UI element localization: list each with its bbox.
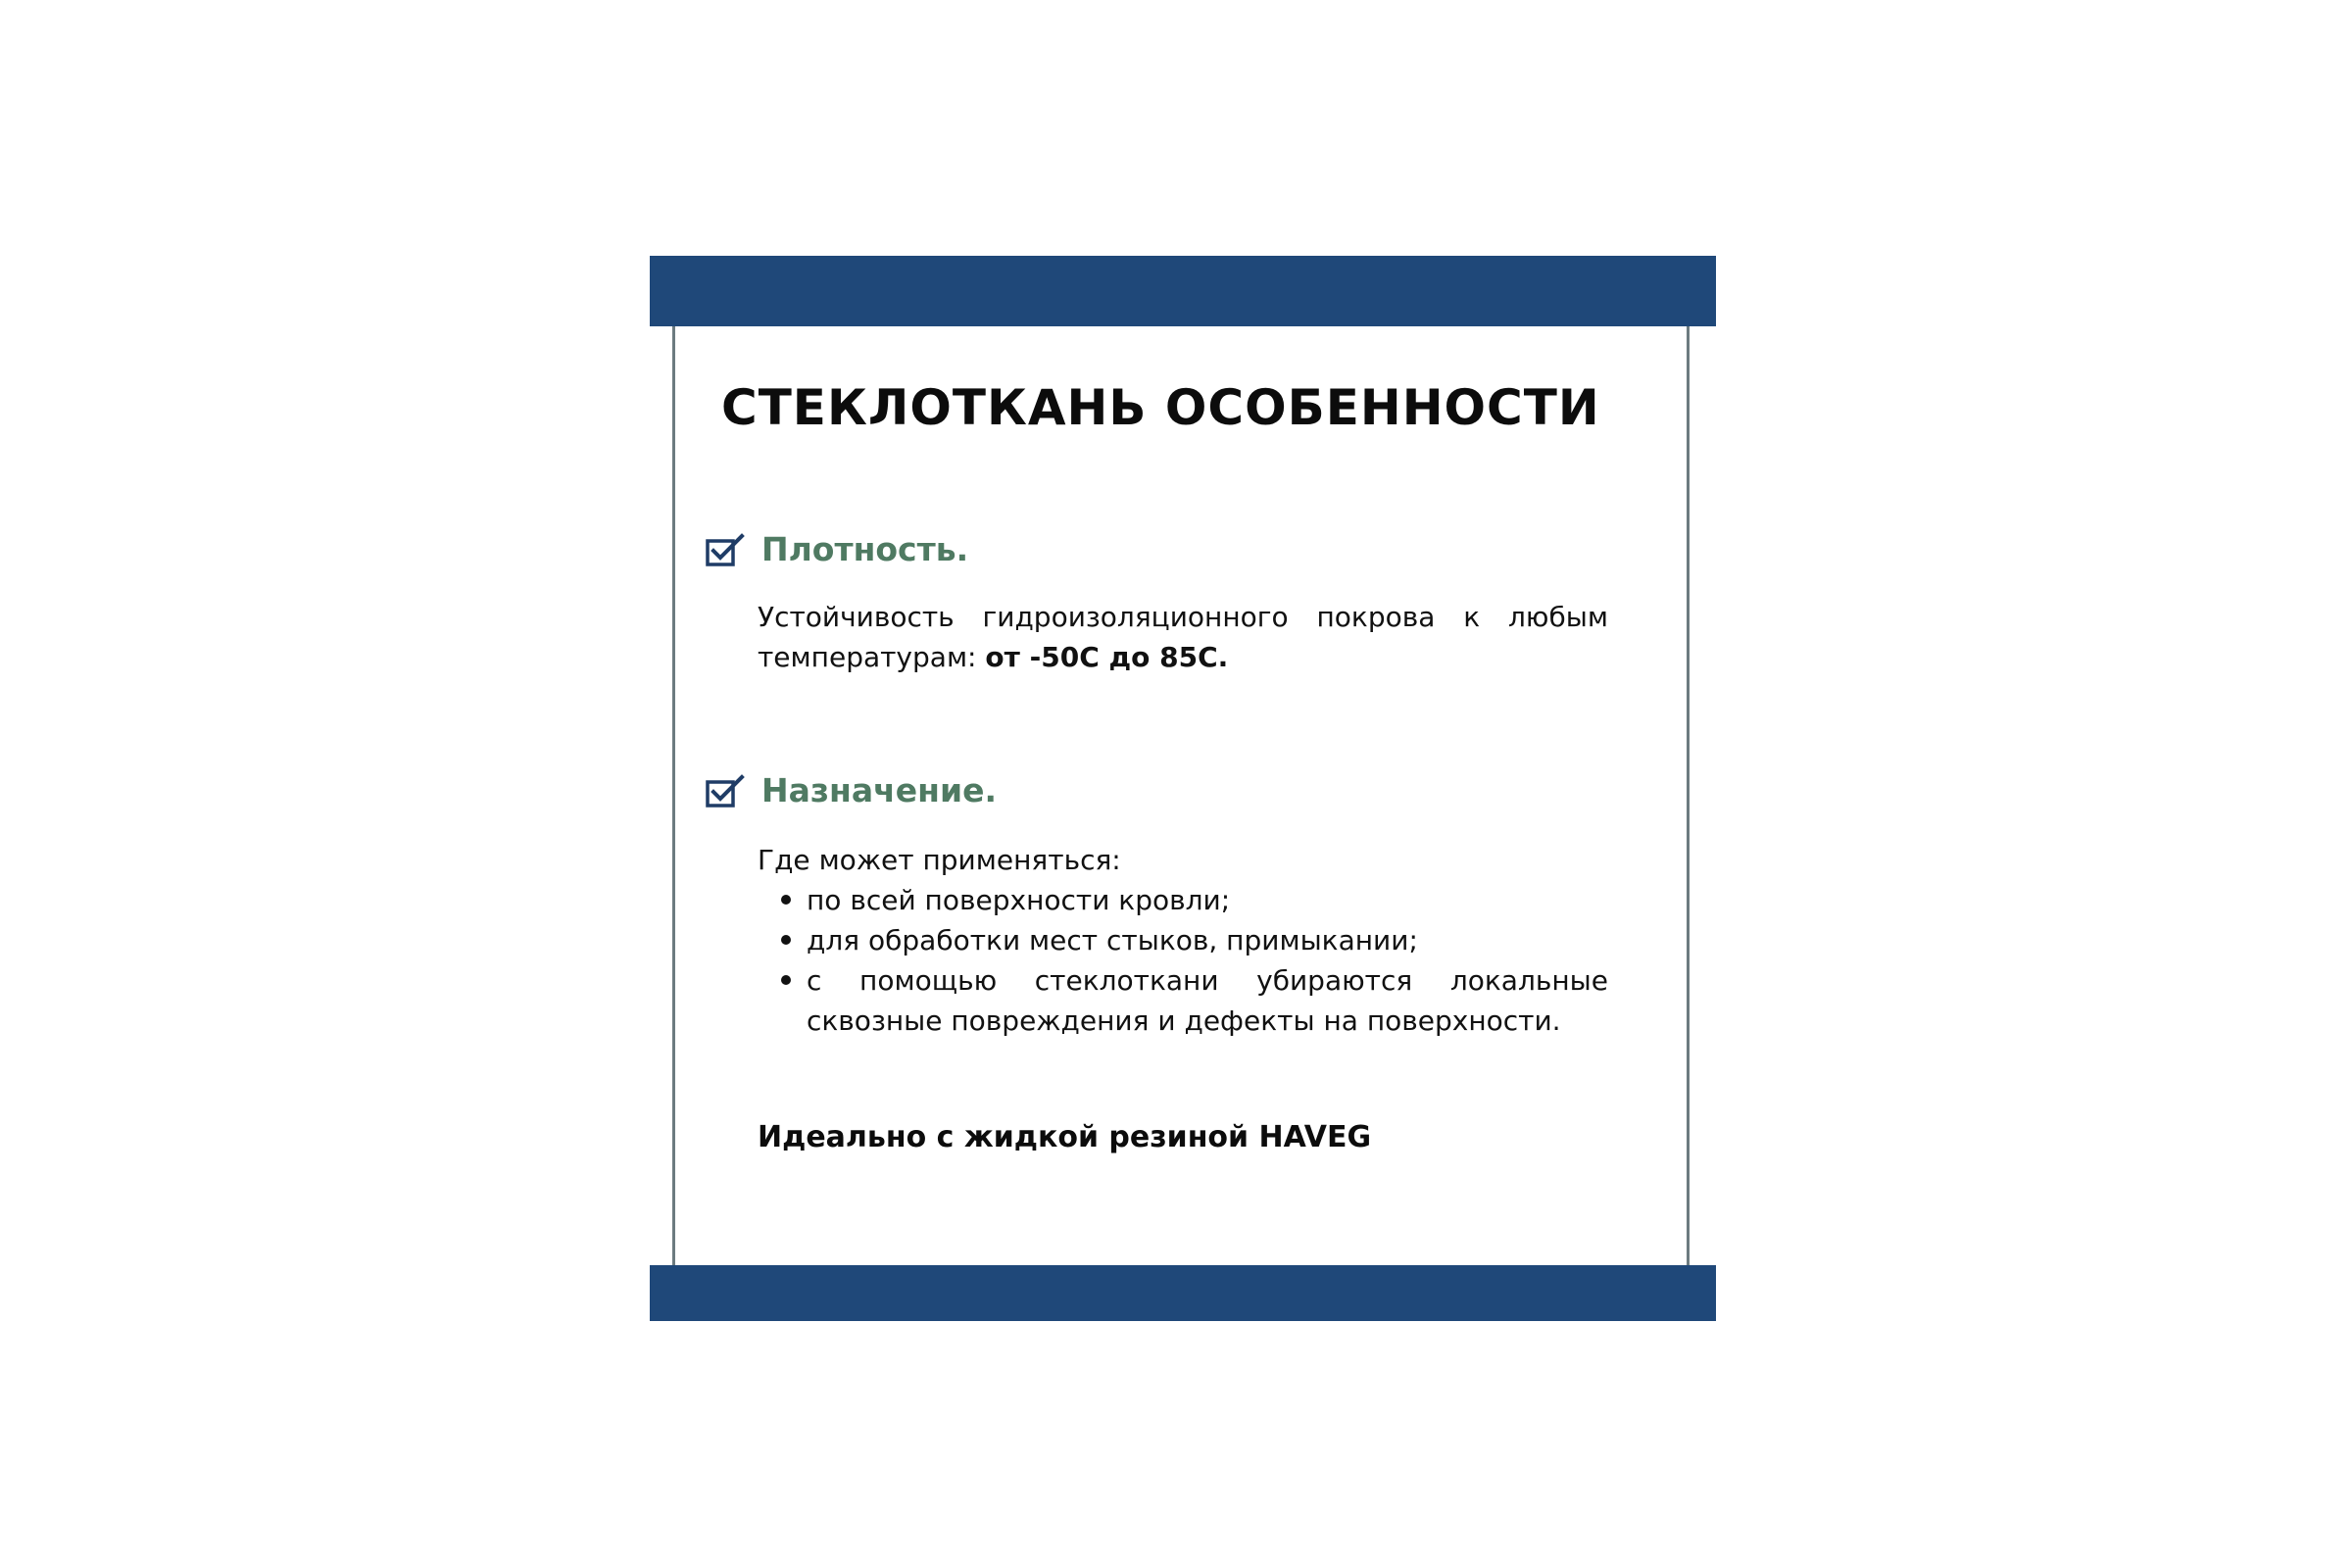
density-text [758, 597, 1608, 677]
section-heading-label: Плотность. [761, 530, 969, 568]
checkbox-check-icon [706, 774, 745, 808]
list-item: с помощью стеклоткани убираются локальные сквозные повреждения и дефекты на поверхности. [758, 960, 1608, 1041]
purpose-block [758, 840, 1608, 1041]
checkbox-check-icon [706, 533, 745, 566]
bottom-bar [650, 1265, 1716, 1321]
list-item: для обработки мест стыков, примыкании; [758, 920, 1608, 960]
density-text-lead: Устойчивость гидроизоляционного покрова к любым температурам: [758, 601, 1608, 673]
card-title: СТЕКЛОТКАНЬ ОСОБЕННОСТИ [721, 379, 1600, 436]
section-heading-density [706, 530, 968, 568]
purpose-list [758, 880, 1608, 1041]
purpose-intro: Где может применяться: [758, 844, 1121, 876]
top-bar [650, 256, 1716, 326]
section-heading-label: Назначение. [761, 771, 998, 809]
section-heading-purpose [706, 771, 997, 809]
list-item: по всей поверхности кровли; [758, 880, 1608, 920]
footer-note: Идеально с жидкой резиной HAVEG [758, 1120, 1372, 1154]
density-text-range: от -50С до 85С. [985, 641, 1229, 673]
feature-card [650, 256, 1716, 1321]
